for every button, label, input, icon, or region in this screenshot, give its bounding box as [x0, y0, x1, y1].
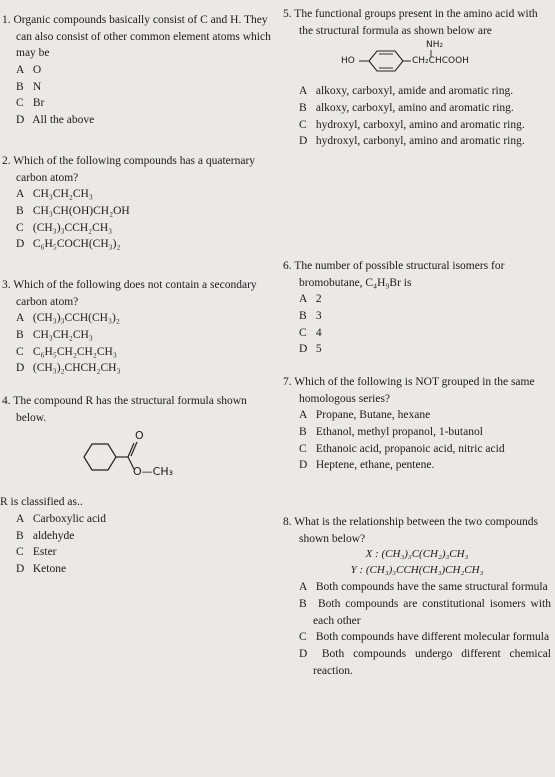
option-c[interactable]: C Ester: [16, 546, 57, 559]
option-b[interactable]: B CH₃CH(OH)CH₂OH: [16, 205, 130, 218]
question-stem: 6. The number of possible structural isomers for bromobutane, C₄H₉Br is: [283, 260, 505, 289]
option-d[interactable]: D Ketone: [16, 563, 67, 576]
amino-acid-structure: [341, 39, 551, 79]
question-stem: 3. Which of the following does not contain a secondary carbon atom?: [2, 279, 257, 308]
option-c[interactable]: C Ethanoic acid, propanoic acid, nitric acid: [299, 442, 505, 455]
option-d[interactable]: D Heptene, ethane, pentene.: [299, 459, 435, 472]
question-5: [283, 6, 551, 150]
hydroxyl-label: HO: [341, 56, 355, 67]
option-c[interactable]: C (CH₃)₃CCH₂CH₃: [16, 221, 113, 234]
carbonyl-oxygen-label: O: [135, 429, 144, 443]
question-number: 4.: [2, 395, 11, 407]
question-stem: 8. What is the relationship between the two compounds shown below?: [283, 516, 538, 545]
option-c[interactable]: C 4: [299, 326, 322, 339]
question-number: 6.: [283, 260, 292, 272]
option-b[interactable]: B N: [16, 80, 42, 93]
question-6: [283, 258, 551, 358]
question-2: [0, 153, 272, 253]
option-c[interactable]: C Both compounds have different molecular formula: [299, 631, 550, 644]
question-number: 2.: [2, 155, 11, 167]
option-b[interactable]: B aldehyde: [16, 529, 75, 542]
question-7: [283, 374, 551, 474]
question-number: 3.: [2, 279, 11, 291]
option-c[interactable]: C hydroxyl, carboxyl, amino and aromatic ring.: [299, 118, 525, 131]
question-stem: 5. The functional groups present in the amino acid with the structural formula as shown below are: [283, 8, 538, 37]
option-d[interactable]: D (CH₃)₂CHCH₂CH₃: [16, 362, 121, 375]
option-b[interactable]: B alkoxy, carboxyl, amino and aromatic ring.: [299, 102, 514, 115]
option-d[interactable]: D hydroxyl, carbonyl, amino and aromatic ring.: [299, 135, 525, 148]
option-a[interactable]: A Both compounds have the same structural formula: [299, 581, 548, 594]
question-stem: 4. The compound R has the structural formula shown below.: [2, 395, 247, 424]
ester-structure: [80, 426, 272, 488]
option-c[interactable]: C C₆H₅CH₂CH₂CH₃: [16, 345, 117, 358]
option-b[interactable]: B CH₃CH₂CH₃: [16, 329, 93, 342]
option-b[interactable]: B 3: [299, 310, 322, 323]
option-a[interactable]: A Propane, Butane, hexane: [299, 409, 431, 422]
option-a[interactable]: A CH₃CH₂CH₃: [16, 188, 93, 201]
option-b[interactable]: B Ethanol, methyl propanol, 1-butanol: [299, 426, 483, 439]
question-stem: 1. Organic compounds basically consist of C and H. They can also consist of other common element atoms which may be: [2, 14, 271, 60]
side-chain-label: CH₂CHCOOH: [412, 56, 469, 67]
question-number: 7.: [283, 376, 292, 388]
question-follow-up: R is classified as..: [0, 496, 83, 509]
formula-y: Y : (CH₃)₃CCH(CH₃)CH₂CH₃: [350, 564, 484, 577]
option-c[interactable]: C Br: [16, 97, 45, 110]
question-stem: 2. Which of the following compounds has a quaternary carbon atom?: [2, 155, 256, 184]
option-d[interactable]: D Both compounds undergo different chemical reaction.: [299, 647, 552, 677]
option-d[interactable]: D All the above: [16, 114, 95, 127]
amino-label: NH₂: [426, 40, 444, 51]
question-1: [0, 12, 272, 129]
option-d[interactable]: D 5: [299, 343, 322, 356]
option-a[interactable]: A 2: [299, 293, 322, 306]
formula-x: X : (CH₃)₃C(CH₂)₃CH₃: [365, 548, 469, 561]
question-4: [0, 393, 272, 578]
option-a[interactable]: A (CH₃)₃CCH(CH₃)₂: [16, 312, 120, 325]
option-a[interactable]: A Carboxylic acid: [16, 513, 107, 526]
question-3: [0, 277, 272, 377]
option-b[interactable]: B Both compounds are constitutional isomers with each other: [299, 597, 551, 627]
question-number: 1.: [2, 14, 11, 26]
question-number: 8.: [283, 516, 292, 528]
option-d[interactable]: D C₆H₅COCH(CH₃)₂: [16, 238, 121, 251]
option-a[interactable]: A O: [16, 64, 42, 77]
option-a[interactable]: A alkoxy, carboxyl, amide and aromatic ring.: [299, 85, 514, 98]
question-8: [283, 514, 551, 679]
methoxy-label: O—CH₃: [133, 465, 174, 479]
question-number: 5.: [283, 8, 292, 20]
question-stem: 7. Which of the following is NOT grouped in the same homologous series?: [283, 376, 535, 405]
